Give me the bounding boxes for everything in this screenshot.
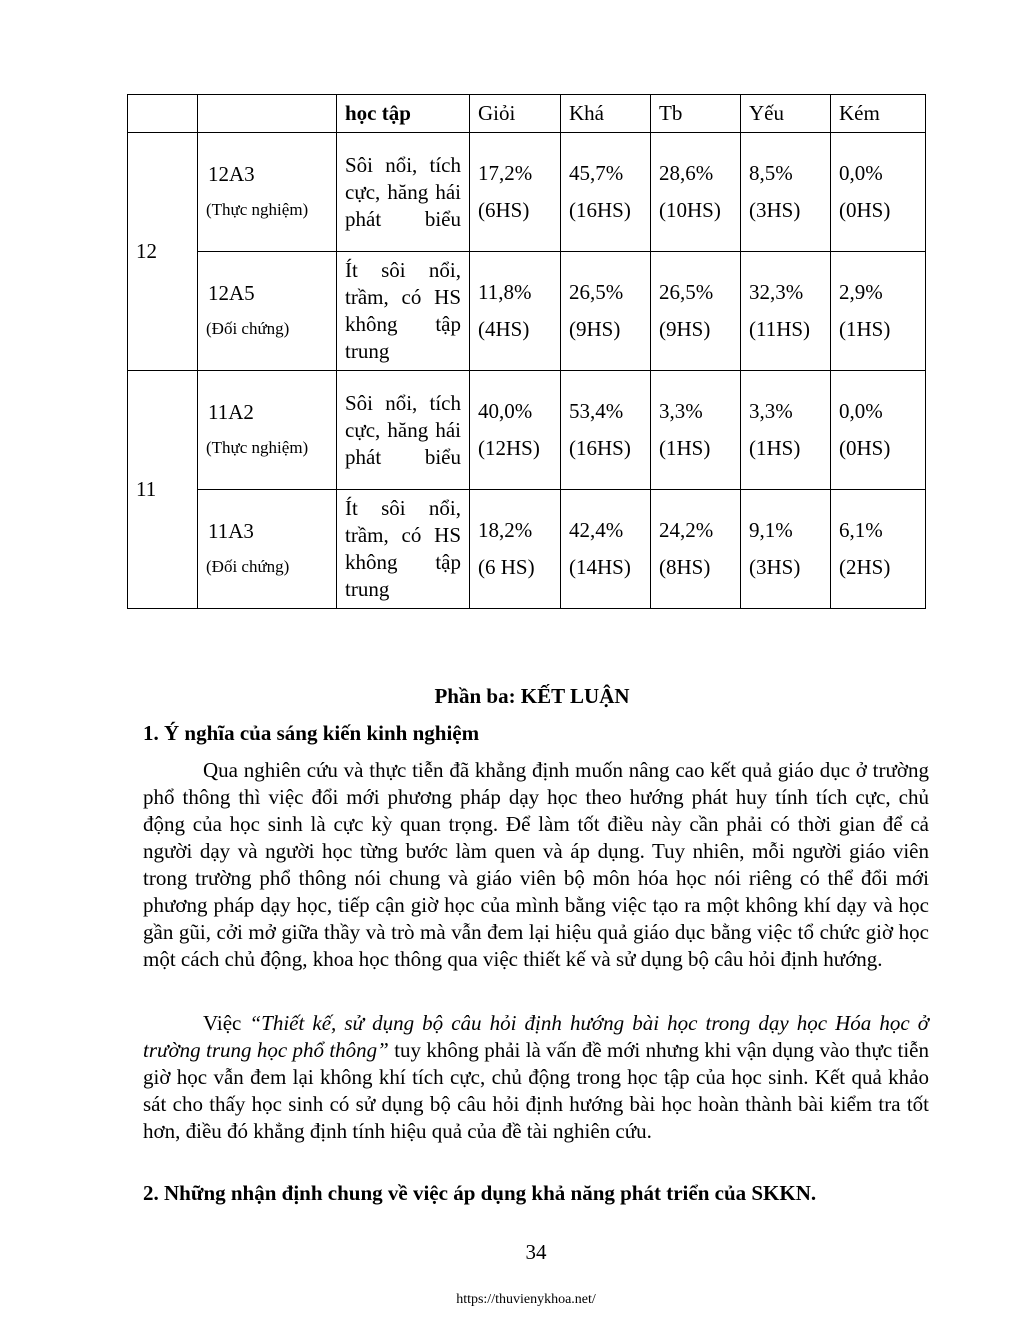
section-heading: 1. Ý nghĩa của sáng kiến kinh nghiệm: [143, 721, 480, 745]
class-type: (Thực nghiệm): [206, 200, 309, 219]
attitude-cell: Ít sôi nổi, trầm, có HS không tập trung: [337, 490, 470, 609]
value-count: (10HS): [659, 198, 721, 222]
value-percent: 0,0%: [839, 399, 883, 423]
section-heading: 2. Những nhận định chung về việc áp dụng khả năng phát triển của SKKN.: [143, 1181, 817, 1205]
value-count: (9HS): [569, 317, 621, 341]
attitude-cell: Ít sôi nổi, trầm, có HS không tập trung: [337, 252, 470, 371]
value-percent: 2,9%: [839, 280, 883, 304]
value-count: (0HS): [839, 198, 891, 222]
paragraph-italic-title: “Thiết kế, sử dụng bộ câu hỏi định hướng bài học trong dạy học Hóa học ở trường trung học phổ thông”: [143, 1011, 929, 1062]
paragraph-prefix: Việc: [203, 1011, 250, 1035]
value-percent: 24,2%: [659, 518, 714, 542]
value-count: (4HS): [478, 317, 530, 341]
value-cell: [831, 371, 926, 490]
value-percent: 3,3%: [749, 399, 793, 423]
page-number: 34: [525, 1240, 547, 1264]
value-percent: 11,8%: [478, 280, 532, 304]
table-row: [128, 252, 926, 371]
class-type: (Đối chứng): [206, 319, 290, 338]
grade-cell: 11: [128, 371, 198, 609]
value-percent: 53,4%: [569, 399, 624, 423]
attitude-cell: Sôi nổi, tích cực, hăng hái phát biểu: [337, 371, 470, 490]
value-cell: [651, 490, 741, 609]
class-name: 11A3: [208, 519, 254, 543]
value-cell: [470, 252, 561, 371]
grade-cell: 12: [128, 133, 198, 371]
value-cell: [470, 490, 561, 609]
value-count: (1HS): [659, 436, 711, 460]
header-grade-yeu: Yếu: [741, 95, 831, 133]
value-count: (16HS): [569, 436, 631, 460]
value-cell: [831, 490, 926, 609]
value-percent: 32,3%: [749, 280, 804, 304]
value-count: (1HS): [839, 317, 891, 341]
value-percent: 3,3%: [659, 399, 703, 423]
value-cell: [651, 371, 741, 490]
value-percent: 18,2%: [478, 518, 533, 542]
value-cell: [741, 252, 831, 371]
class-type: (Đối chứng): [206, 557, 290, 576]
value-cell: [651, 133, 741, 252]
value-cell: [561, 371, 651, 490]
value-cell: [741, 490, 831, 609]
footer-url[interactable]: https://thuvienykhoa.net/: [456, 1292, 596, 1307]
value-cell: [741, 133, 831, 252]
value-count: (8HS): [659, 555, 711, 579]
paragraph: Qua nghiên cứu và thực tiễn đã khẳng định muốn nâng cao kết quả giáo dục ở trường phổ thông thì việc đổi mới phương pháp dạy học theo hướng phát huy tính tích cực, chủ động của học sinh là cực kỳ quan trọng. Để làm tốt điều này cần phải có thời gian để cả người dạy và người học từng bước làm quen và áp dụng. Tuy nhiên, mỗi người giáo viên trong trường phổ thông nói chung và giáo viên bộ môn hóa học nói riêng có thể đổi mới phương pháp dạy học, tiếp cận giờ học của mình bằng việc tạo ra một không khí dạy và học gần gũi, cởi mở giữa thầy và trò mà vẫn đem lại hiệu quả giáo dục bằng việc tổ chức giờ học một cách chủ động, khoa học thông qua việc thiết kế và sử dụng bộ câu hỏi định hướng.: [143, 758, 929, 971]
header-empty-cell: [198, 95, 337, 133]
value-percent: 40,0%: [478, 399, 533, 423]
value-count: (16HS): [569, 198, 631, 222]
value-count: (9HS): [659, 317, 711, 341]
header-grade-tb: Tb: [651, 95, 741, 133]
value-cell: [561, 490, 651, 609]
header-grade-kha: Khá: [561, 95, 651, 133]
header-grade-gioi: Giỏi: [470, 95, 561, 133]
value-count: (0HS): [839, 436, 891, 460]
value-cell: [831, 252, 926, 371]
value-cell: [651, 252, 741, 371]
value-count: (14HS): [569, 555, 631, 579]
class-cell: [198, 371, 337, 490]
header-learning-cell: học tập: [337, 95, 470, 133]
value-percent: 26,5%: [659, 280, 714, 304]
class-cell: [198, 490, 337, 609]
class-name: 12A5: [208, 281, 255, 305]
value-percent: 6,1%: [839, 518, 883, 542]
value-percent: 9,1%: [749, 518, 793, 542]
table-row: [128, 133, 926, 252]
value-percent: 28,6%: [659, 161, 714, 185]
value-percent: 45,7%: [569, 161, 624, 185]
value-cell: [470, 371, 561, 490]
paragraph: [143, 1010, 929, 1145]
value-cell: [470, 133, 561, 252]
table-header-row: [128, 95, 926, 133]
class-type: (Thực nghiệm): [206, 438, 309, 457]
value-percent: 17,2%: [478, 161, 533, 185]
value-count: (6 HS): [478, 555, 535, 579]
paragraph-text: tuy không phải là vấn đề mới nhưng khi vận dụng vào thực tiễn giờ học vẫn đem lại không khí tích cực, chủ động trong học tập của học sinh. Kết quả khảo sát cho thấy học sinh có sử dụng bộ câu hỏi định hướng bài học hoàn thành bài kiểm tra tốt hơn, điều đó khẳng định tính hiệu quả của đề tài nghiên cứu.: [143, 1038, 929, 1143]
value-count: (11HS): [749, 317, 811, 341]
value-percent: 8,5%: [749, 161, 793, 185]
value-count: (3HS): [749, 555, 801, 579]
class-name: 12A3: [208, 162, 255, 186]
value-count: (1HS): [749, 436, 801, 460]
value-count: (12HS): [478, 436, 540, 460]
value-cell: [741, 371, 831, 490]
value-count: (3HS): [749, 198, 801, 222]
value-percent: 42,4%: [569, 518, 624, 542]
part-title: Phần ba: KẾT LUẬN: [434, 684, 630, 708]
table-row: [128, 371, 926, 490]
value-cell: [561, 252, 651, 371]
attitude-cell: Sôi nổi, tích cực, hăng hái phát biểu: [337, 133, 470, 252]
value-cell: [561, 133, 651, 252]
header-empty-cell: [128, 95, 198, 133]
value-cell: [831, 133, 926, 252]
value-count: (6HS): [478, 198, 530, 222]
class-cell: [198, 252, 337, 371]
value-percent: 0,0%: [839, 161, 883, 185]
header-grade-kem: Kém: [831, 95, 926, 133]
results-table: [127, 94, 926, 609]
class-name: 11A2: [208, 400, 254, 424]
class-cell: [198, 133, 337, 252]
value-count: (2HS): [839, 555, 891, 579]
table-row: [128, 490, 926, 609]
value-percent: 26,5%: [569, 280, 624, 304]
